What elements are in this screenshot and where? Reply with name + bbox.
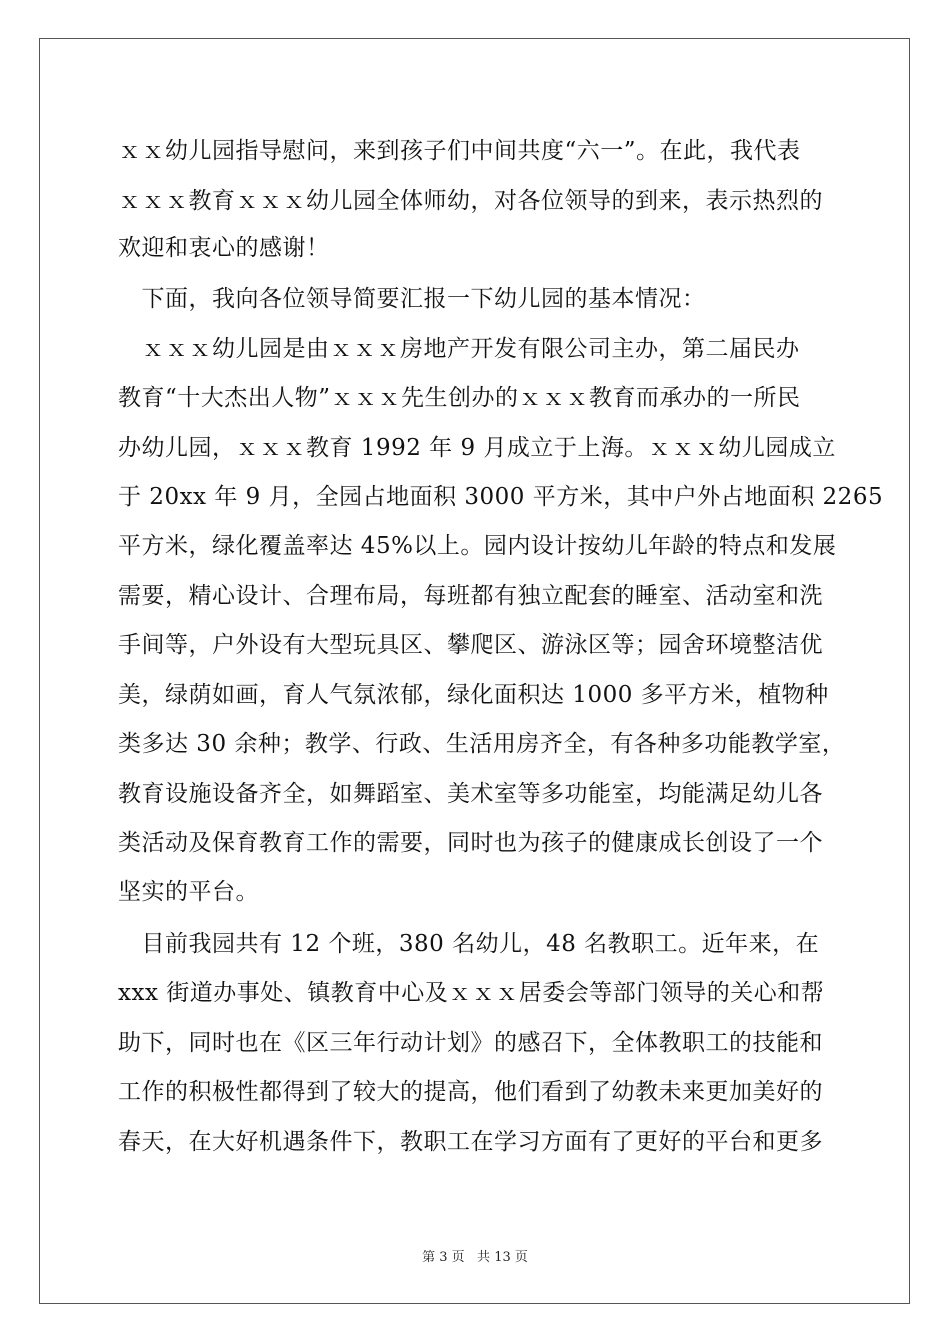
text-line: 手间等，户外设有大型玩具区、攀爬区、游泳区等；园舍环境整洁优 — [118, 632, 823, 658]
text-line: 美，绿荫如画，育人气氛浓郁，绿化面积达 1000 多平方米，植物种 — [118, 682, 829, 708]
text-line: 需要，精心设计、合理布局，每班都有独立配套的睡室、活动室和洗 — [118, 583, 823, 609]
text-line: 工作的积极性都得到了较大的提高，他们看到了幼教未来更加美好的 — [118, 1079, 823, 1105]
text-line: ｘｘｘ幼儿园是由ｘｘｘ房地产开发有限公司主办，第二届民办 — [118, 336, 800, 362]
page-border — [39, 38, 910, 1304]
text-line: 办幼儿园，ｘｘｘ教育 1992 年 9 月成立于上海。ｘｘｘ幼儿园成立 — [118, 435, 836, 461]
text-line: 下面，我向各位领导简要汇报一下幼儿园的基本情况： — [118, 286, 706, 312]
text-line: 坚实的平台。 — [118, 879, 259, 905]
text-line: 助下，同时也在《区三年行动计划》的感召下，全体教职工的技能和 — [118, 1030, 823, 1056]
text-line: 平方米，绿化覆盖率达 45%以上。园内设计按幼儿年龄的特点和发展 — [118, 533, 837, 559]
text-line: 教育“十大杰出人物”ｘｘｘ先生创办的ｘｘｘ教育而承办的一所民 — [118, 385, 801, 411]
text-line: 教育设施设备齐全，如舞蹈室、美术室等多功能室，均能满足幼儿各 — [118, 781, 823, 807]
text-line: 春天，在大好机遇条件下，教职工在学习方面有了更好的平台和更多 — [118, 1129, 823, 1155]
text-line: ｘｘ幼儿园指导慰问，来到孩子们中间共度“六一”。在此，我代表 — [118, 138, 801, 164]
page-number-footer: 第 3 页 共 13 页 — [422, 1250, 528, 1265]
text-line: 欢迎和衷心的感谢！ — [118, 235, 330, 261]
text-line: xxx 街道办事处、镇教育中心及ｘｘｘ居委会等部门领导的关心和帮 — [118, 980, 825, 1006]
text-line: 目前我园共有 12 个班，380 名幼儿，48 名教职工。近年来，在 — [118, 931, 820, 957]
text-line: 于 20xx 年 9 月，全园占地面积 3000 平方米，其中户外占地面积 2265 — [118, 484, 884, 510]
text-line: ｘｘｘ教育ｘｘｘ幼儿园全体师幼，对各位领导的到来，表示热烈的 — [118, 188, 823, 214]
text-line: 类活动及保育教育工作的需要，同时也为孩子的健康成长创设了一个 — [118, 830, 823, 856]
text-line: 类多达 30 余种；教学、行政、生活用房齐全，有各种多功能教学室， — [118, 731, 846, 757]
